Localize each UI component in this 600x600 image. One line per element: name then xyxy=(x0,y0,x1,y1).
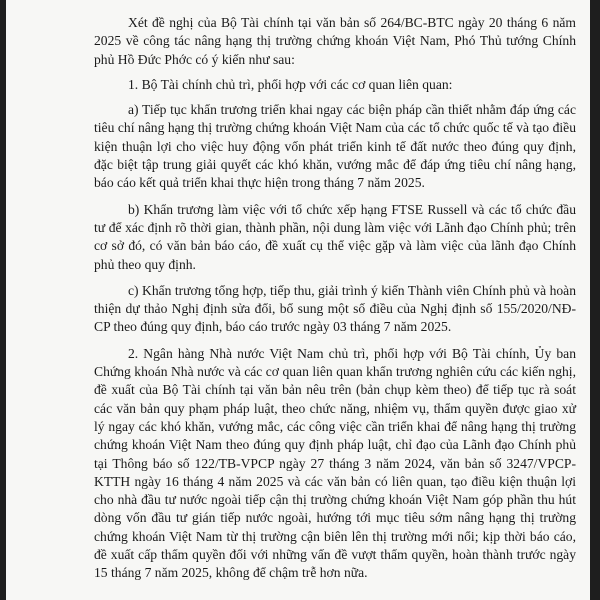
intro-paragraph: Xét đề nghị của Bộ Tài chính tại văn bản số 264/BC-BTC ngày 20 tháng 6 năm 2025 về công tác nâng hạng thị trường chứng khoán Việt Nam, Phó Thủ tướng Chính phủ Hồ Đức Phớc có ý kiến như sau: xyxy=(94,15,576,67)
document-body xyxy=(94,14,576,591)
section-2-paragraph: 2. Ngân hàng Nhà nước Việt Nam chủ trì, phối hợp với Bộ Tài chính, Ủy ban Chứng khoán Nhà nước và các cơ quan liên quan khẩn trương nghiên cứu các kiến nghị, đề xuất của Bộ Tài chính tại văn bản nêu trên (bản chụp kèm theo) để tiếp tục rà soát các văn bản quy phạm pháp luật, theo chức năng, nhiệm vụ, thẩm quyền được giao xử lý ngay các khó khăn, vướng mắc, các công việc cần triển khai để nâng hạng thị trường chứng khoán Việt Nam theo đúng quy định pháp luật, chỉ đạo của Lãnh đạo Chính phủ tại Thông báo số 122/TB-VPCP ngày 27 tháng 3 năm 2024, văn bản số 3247/VPCP-KTTH ngày 16 tháng 4 năm 2025 và các văn bản có liên quan, tạo điều kiện thuận lợi cho nhà đầu tư nước ngoài tiếp cận thị trường chứng khoán Việt Nam góp phần thu hút dòng vốn đầu tư gián tiếp nước ngoài, hướng tới mục tiêu sớm nâng hạng thị trường chứng khoán Việt Nam từ thị trường cận biên lên thị trường mới nổi; kịp thời báo cáo, đề xuất cấp thẩm quyền đối với những vấn đề vượt thẩm quyền, hoàn thành trước ngày 15 tháng 7 năm 2025, không để chậm trễ hơn nữa. xyxy=(94,345,576,581)
item-1b-paragraph: b) Khẩn trương làm việc với tổ chức xếp hạng FTSE Russell và các tổ chức đầu tư để xác định rõ thời gian, thành phần, nội dung làm việc với Lãnh đạo Chính phủ; trên cơ sở đó, có văn bản báo cáo, đề xuất cụ thể việc gặp và làm việc của lãnh đạo Chính phủ theo quy định. xyxy=(94,201,576,272)
item-1a-paragraph: a) Tiếp tục khẩn trương triển khai ngay các biện pháp cần thiết nhằm đáp ứng các tiêu chí nâng hạng thị trường chứng khoán Việt Nam của các tổ chức quốc tế và tạo điều kiện thuận lợi cho việc huy động vốn phát triển kinh tế đất nước theo đúng quy định, đặc biệt tập trung giải quyết các khó khăn, vướng mắc để đáp ứng tiêu chí nâng hạng, báo cáo kết quả triển khai thực hiện trong tháng 7 năm 2025. xyxy=(94,102,576,191)
section-1-heading: 1. Bộ Tài chính chủ trì, phối hợp với các cơ quan liên quan: xyxy=(128,76,453,92)
document-page xyxy=(6,0,590,600)
item-1c-paragraph: c) Khẩn trương tổng hợp, tiếp thu, giải trình ý kiến Thành viên Chính phủ và hoàn thiện dự thảo Nghị định sửa đổi, bổ sung một số điều của Nghị định số 155/2020/NĐ-CP theo đúng quy định, báo cáo trước ngày 03 tháng 7 năm 2025. xyxy=(94,282,576,335)
